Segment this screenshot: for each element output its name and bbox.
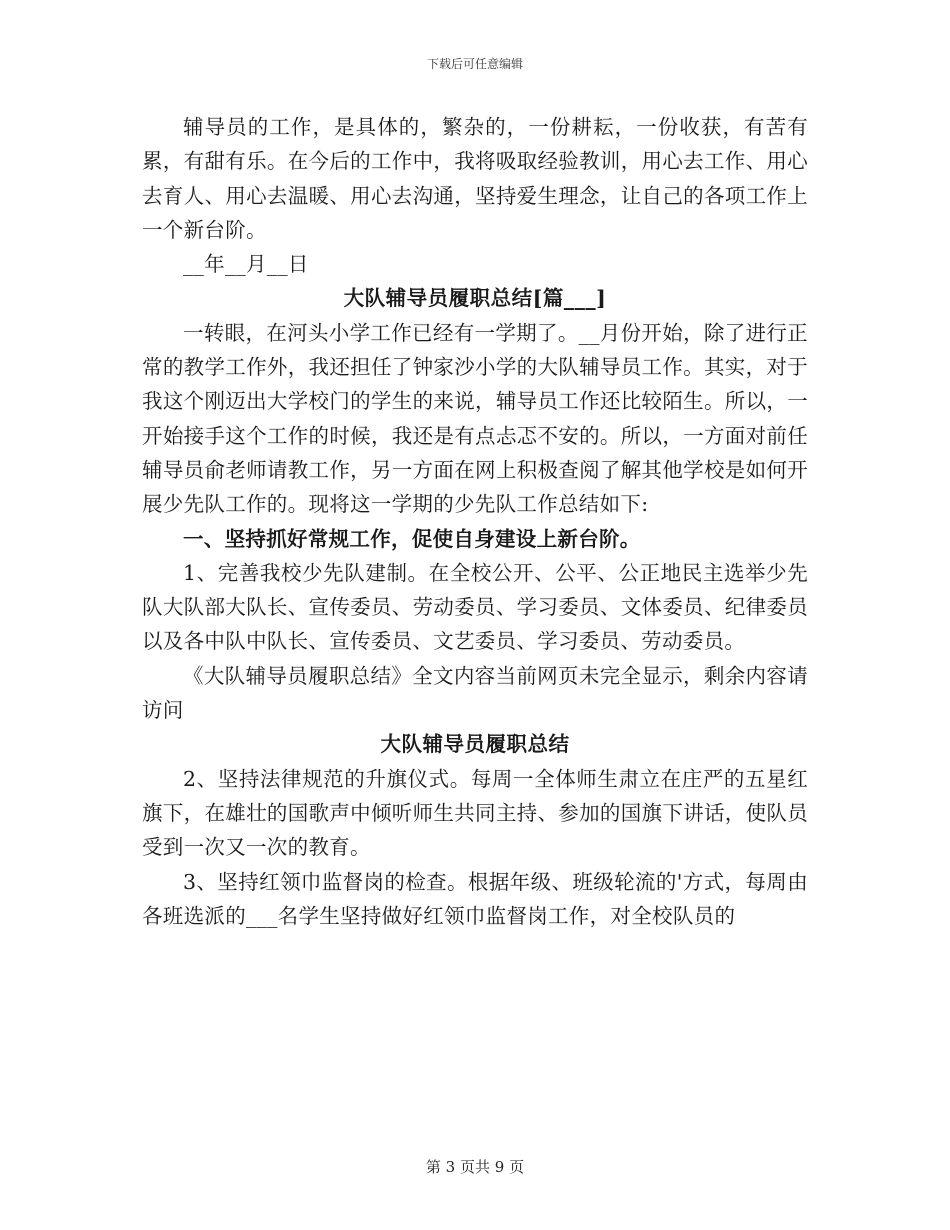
paragraph-closing: 辅导员的工作，是具体的，繁杂的，一份耕耘，一份收获，有苦有累，有甜有乐。在今后的工作中，我将吸取经验教训，用心去工作、用心去育人、用心去温暖、用心去沟通，坚持爱生理念，让自己的各项工作上一个新台阶。 (142, 115, 808, 242)
page-footer: 第 3 页共 9 页 (425, 1158, 525, 1176)
page-header: 下载后可任意编辑 (426, 57, 523, 71)
date-line: __年__月__日 (183, 252, 309, 277)
heading-routine-work: 一、坚持抓好常规工作，促使自身建设上新台阶。 (183, 526, 641, 551)
paragraph-item-3: 3、坚持红领巾监督岗的检查。根据年级、班级轮流的'方式，每周由各班选派的___名学生坚持做好红领巾监督岗工作，对全校队员的 (142, 869, 808, 928)
paragraph-truncated-notice: 《大队辅导员履职总结》全文内容当前网页未完全显示，剩余内容请访问 (142, 663, 808, 723)
section-title: 大队辅导员履职总结[篇___] (343, 286, 607, 311)
document-body (142, 110, 808, 933)
paragraph-item-2: 2、坚持法律规范的升旗仪式。每周一全体师生肃立在庄严的五星红旗下，在雄壮的国歌声中倾听师生共同主持、参加的国旗下讲话，使队员受到一次又一次的教育。 (142, 766, 808, 860)
document-title-link[interactable]: 大队辅导员履职总结 (380, 732, 570, 757)
paragraph-intro: 一转眼，在河头小学工作已经有一学期了。__月份开始，除了进行正常的教学工作外，我还担任了钟家沙小学的大队辅导员工作。其实，对于我这个刚迈出大学校门的学生的来说，辅导员工作还比较陌生。所以，一开始接手这个工作的时候，我还是有点忐忑不安的。所以，一方面对前任辅导员俞老师请教工作，另一方面在网上积极查阅了解其他学校是如何开展少先队工作的。现将这一学期的少先队工作总结如下: (142, 320, 808, 517)
paragraph-item-1: 1、完善我校少先队建制。在全校公开、公平、公正地民主选举少先队大队部大队长、宣传委员、劳动委员、学习委员、文体委员、纪律委员以及各中队中队长、宣传委员、文艺委员、学习委员、劳动委员。 (142, 560, 808, 654)
